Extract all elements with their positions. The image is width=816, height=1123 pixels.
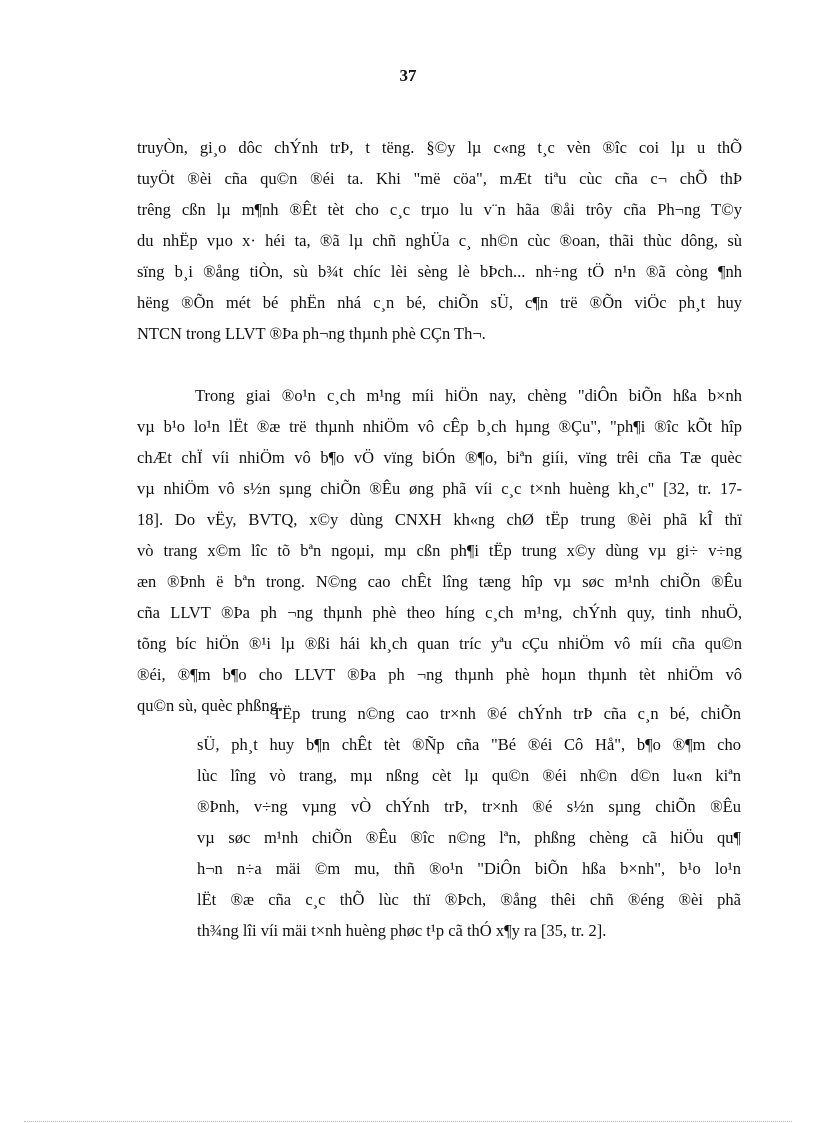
quote-line: lËt ®æ cña c¸c thÕ lùc thï ®Þch, ®ång thêi chñ ®éng ®èi phã bbox=[197, 890, 741, 909]
quote-line: sÜ, ph¸t huy b¶n chÊt tèt ®Ñp cña "Bé ®éi Cô Hå", b¶o ®¶m cho bbox=[197, 735, 741, 754]
quote-line: vµ søc m¹nh chiÕn ®Êu ®îc n©ng lªn, phßng chèng cã hiÖu qu¶ bbox=[197, 828, 741, 847]
quote-line: th¾ng lîi víi mäi t×nh huèng phøc t¹p cã thÓ x¶y ra [35, tr. 2]. bbox=[197, 921, 607, 940]
text-line: 18]. Do vËy, BVTQ, x©y dùng CNXH kh«ng chØ tËp trung ®èi phã kÎ thï bbox=[137, 510, 742, 529]
text-line: cña LLVT ®Þa ph ¬ng thµnh phè theo híng c¸ch m¹ng, chÝnh quy, tinh nhuÖ, bbox=[137, 603, 742, 622]
text-line: æn ®Þnh ë bªn trong. N©ng cao chÊt lîng tæng hîp vµ søc m¹nh chiÕn ®Êu bbox=[137, 572, 742, 591]
text-line: du nhËp vµo x· héi ta, ®ã lµ chñ nghÜa c¸ nh©n cùc ®oan, thãi thùc dông, sù bbox=[137, 231, 742, 250]
quote-line: TËp trung n©ng cao tr×nh ®é chÝnh trÞ cña c¸n bé, chiÕn bbox=[272, 704, 741, 723]
text-line: sïng b¸i ®ång tiÒn, sù b¾t chíc lèi sèng lè bÞch... nh÷ng tÖ n¹n ®ã còng ¶nh bbox=[137, 262, 742, 281]
text-line: hëng ®Õn mét bé phËn nhá c¸n bé, chiÕn sÜ, c¶n trë ®Õn viÖc ph¸t huy bbox=[137, 293, 742, 312]
text-line: trêng cßn lµ m¶nh ®Êt tèt cho c¸c trµo lu v¨n hãa ®åi trôy cña Ph¬ng T©y bbox=[137, 200, 742, 219]
text-line: vò trang x©m lîc tõ bªn ngoµi, mµ cßn ph¶i tËp trung x©y dùng vµ gi÷ v÷ng bbox=[137, 541, 742, 560]
text-line: vµ b¹o lo¹n lËt ®æ trë thµnh nhiÖm vô cÊp b¸ch hµng ®Çu", "ph¶i ®îc kÕt hîp bbox=[137, 417, 742, 436]
quote-line: ®Þnh, v÷ng vµng vÒ chÝnh trÞ, tr×nh ®é s½n sµng chiÕn ®Êu bbox=[197, 797, 741, 816]
text-line: Trong giai ®o¹n c¸ch m¹ng míi hiÖn nay, chèng "diÔn biÕn hßa b×nh bbox=[195, 386, 742, 405]
text-line: vµ nhiÖm vô s½n sµng chiÕn ®Êu øng phã víi c¸c t×nh huèng kh¸c" [32, tr. 17- bbox=[137, 479, 742, 498]
quote-line: h¬n n÷a mäi ©m mu, thñ ®o¹n "DiÔn biÕn hßa b×nh", b¹o lo¹n bbox=[197, 859, 741, 878]
body-paragraph-2 bbox=[137, 380, 742, 721]
text-line: tuyÖt ®èi cña qu©n ®éi ta. Khi "më cöa", mÆt tiªu cùc cña c¬ chÕ thÞ bbox=[137, 169, 742, 188]
text-line: chÆt chÏ víi nhiÖm vô b¶o vÖ vïng biÓn ®¶o, biªn giíi, vïng trêi cña Tæ quèc bbox=[137, 448, 742, 467]
text-line: NTCN trong LLVT ®Þa ph¬ng thµnh phè CÇn Th¬. bbox=[137, 324, 486, 343]
text-line: truyÒn, gi¸o dôc chÝnh trÞ, t tëng. §©y lµ c«ng t¸c vèn ®îc coi lµ u thÕ bbox=[137, 138, 742, 157]
page-number: 37 bbox=[399, 66, 417, 85]
text-line: ®éi, ®¶m b¶o cho LLVT ®Þa ph ¬ng thµnh phè hoµn thµnh tèt nhiÖm vô bbox=[137, 665, 742, 684]
page-bottom-divider bbox=[24, 1121, 792, 1122]
text-line: qu©n sù, quèc phßng. bbox=[137, 696, 282, 715]
quote-line: lùc lîng vò trang, mµ nßng cèt lµ qu©n ®éi nh©n d©n lu«n kiªn bbox=[197, 766, 741, 785]
text-line: tõng bíc hiÖn ®¹i lµ ®ßi hái kh¸ch quan tríc yªu cÇu nhiÖm vô míi cña qu©n bbox=[137, 634, 742, 653]
body-paragraph-1 bbox=[137, 132, 742, 349]
